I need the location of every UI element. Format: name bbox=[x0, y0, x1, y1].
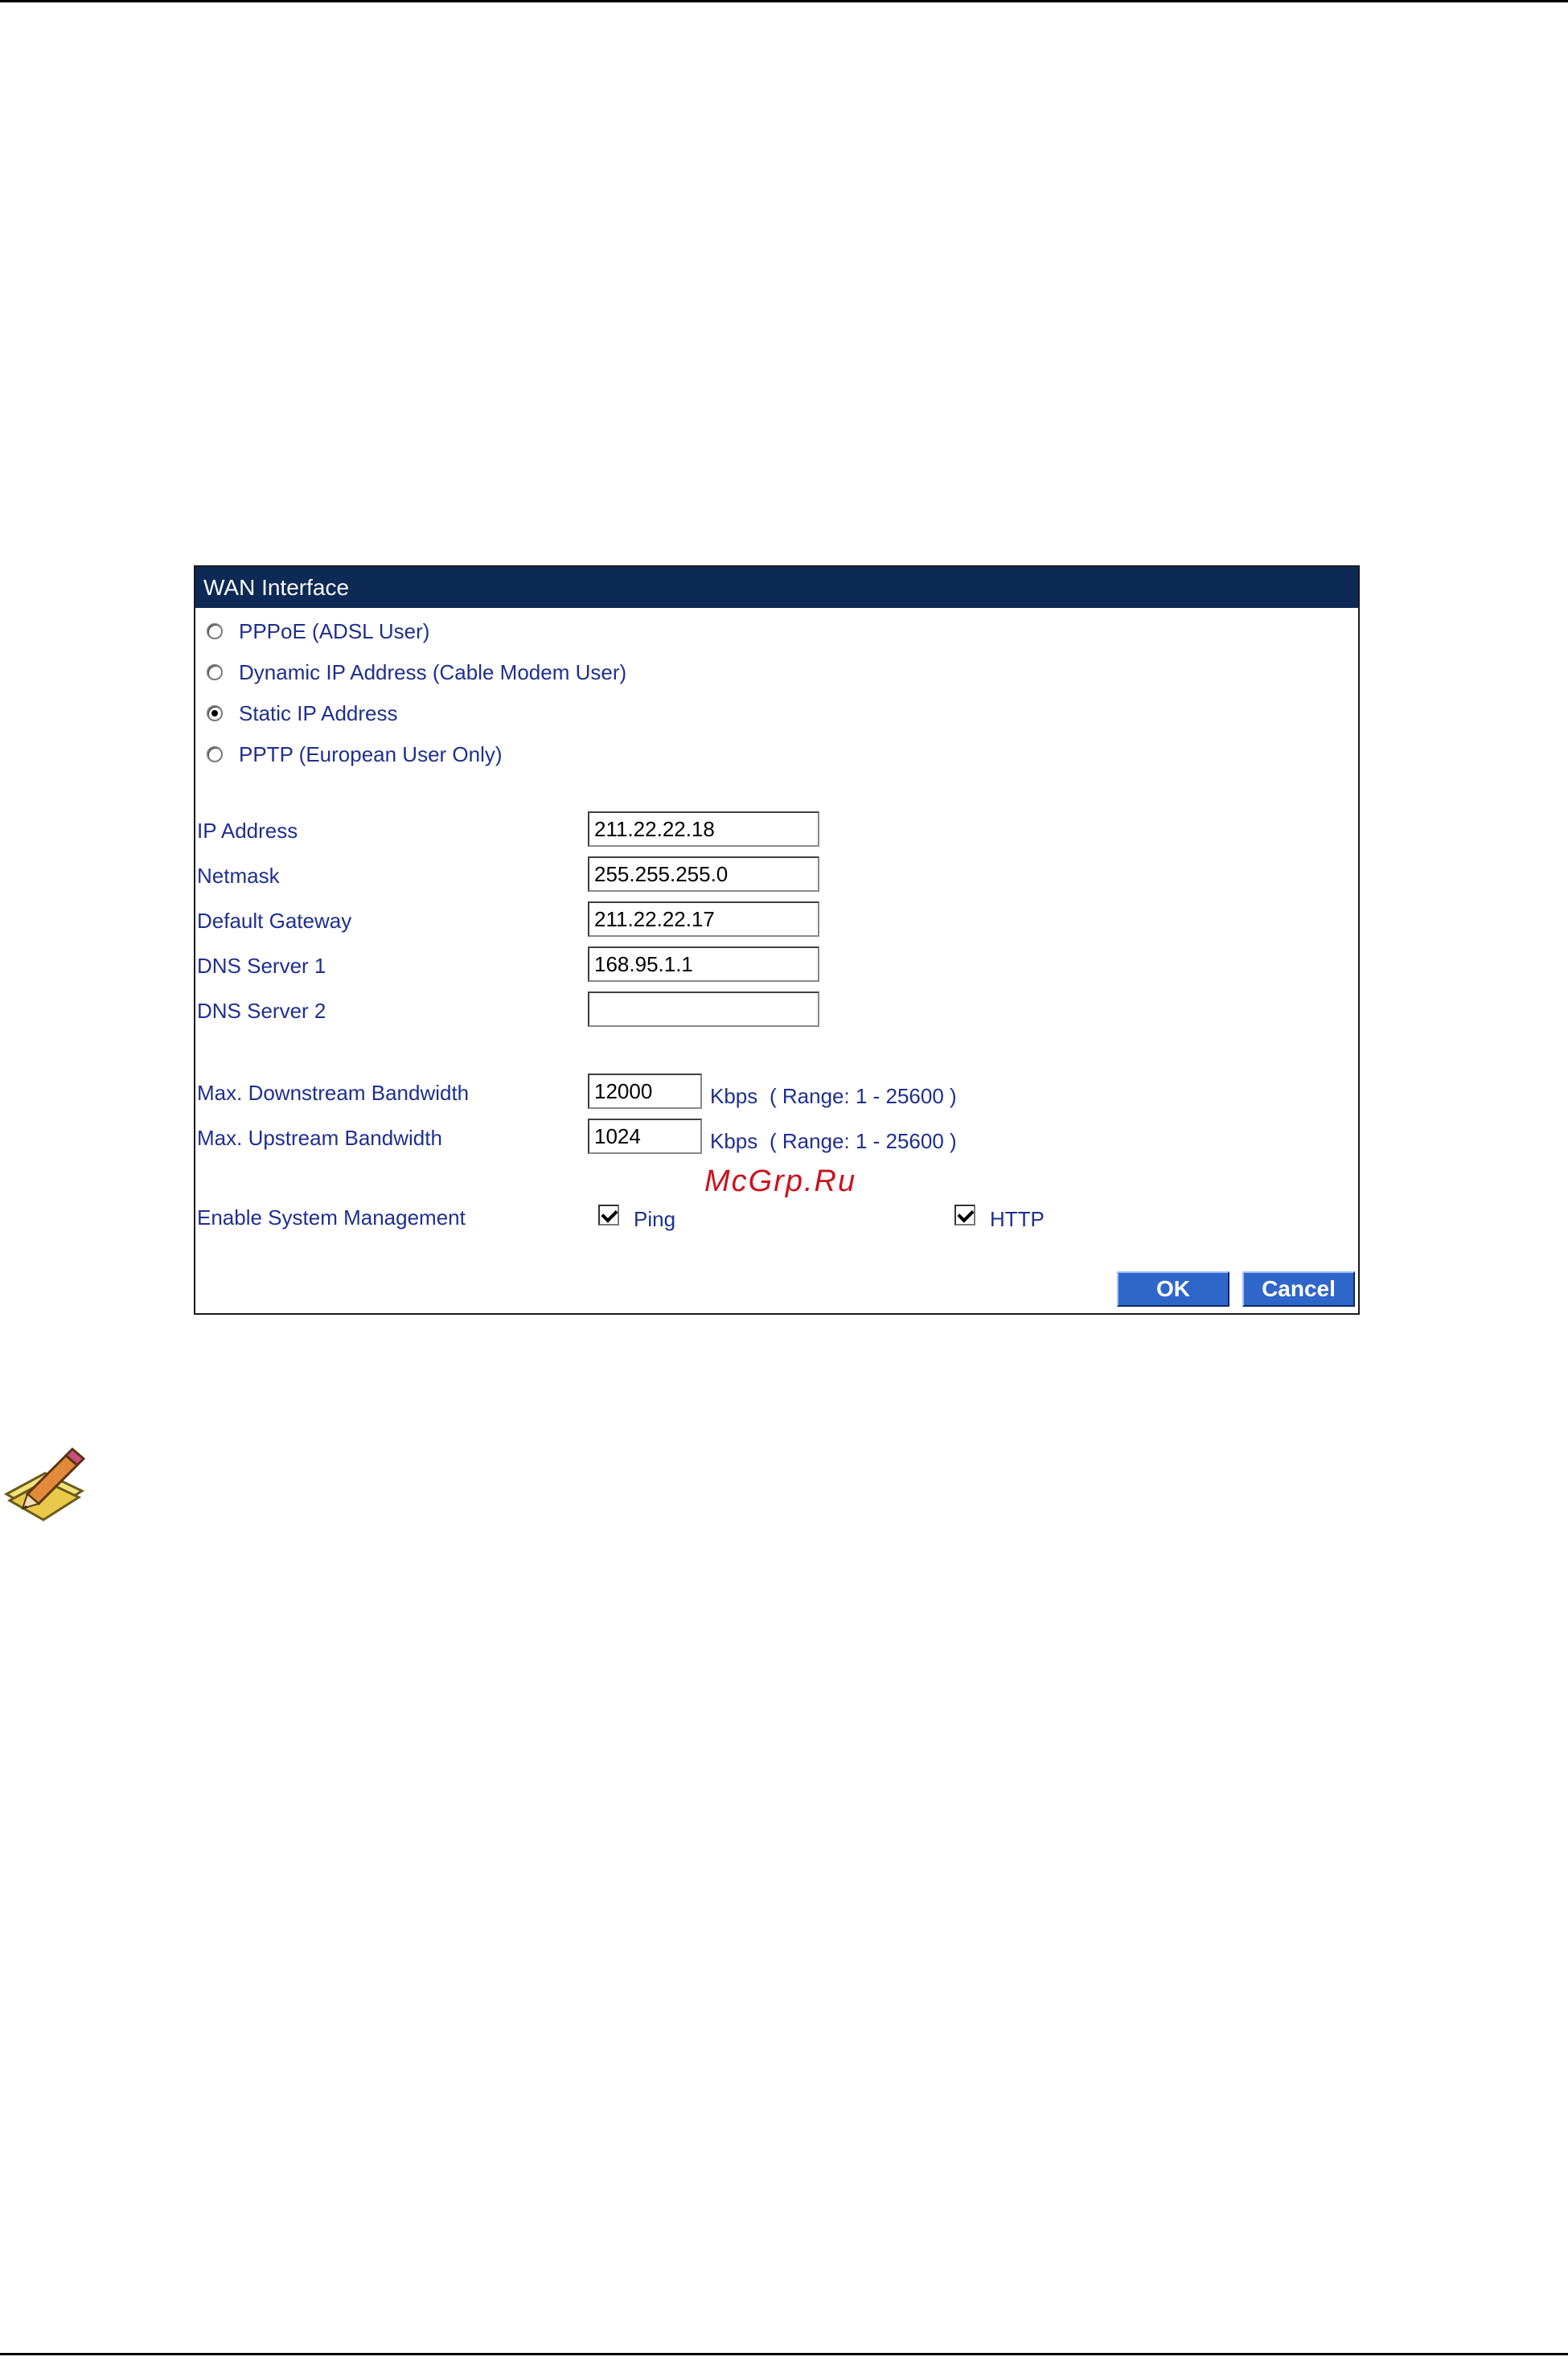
wan-interface-panel bbox=[194, 565, 1360, 1315]
radio-pptp[interactable] bbox=[207, 740, 503, 769]
netmask-input[interactable] bbox=[588, 856, 819, 892]
netmask-label: Netmask bbox=[197, 864, 280, 888]
downstream-unit: Kbps bbox=[710, 1084, 758, 1108]
dns-server-2-label: DNS Server 2 bbox=[197, 999, 326, 1023]
dns-server-1-label: DNS Server 1 bbox=[197, 954, 326, 978]
ip-address-label: IP Address bbox=[197, 819, 298, 843]
radio-static-ip[interactable] bbox=[207, 699, 398, 728]
upstream-bandwidth-label: Max. Upstream Bandwidth bbox=[197, 1126, 442, 1150]
downstream-range: ( Range: 1 - 25600 ) bbox=[770, 1084, 957, 1108]
panel-title: WAN Interface bbox=[195, 567, 1358, 608]
note-pencil-icon bbox=[3, 1444, 93, 1525]
ok-button[interactable]: OK bbox=[1117, 1271, 1229, 1307]
radio-dynamic-ip-label: Dynamic IP Address (Cable Modem User) bbox=[239, 659, 627, 684]
radio-pppoe[interactable] bbox=[207, 617, 429, 646]
ping-option[interactable] bbox=[598, 1201, 675, 1230]
system-management-label: Enable System Management bbox=[197, 1205, 466, 1230]
radio-pptp-label: PPTP (European User Only) bbox=[239, 741, 503, 766]
default-gateway-input[interactable] bbox=[588, 901, 819, 937]
cancel-button[interactable]: Cancel bbox=[1242, 1271, 1355, 1307]
ping-label: Ping bbox=[634, 1206, 676, 1231]
radio-dynamic-ip-control[interactable] bbox=[207, 664, 223, 680]
upstream-bandwidth-input[interactable] bbox=[588, 1119, 702, 1154]
radio-static-ip-control[interactable] bbox=[207, 705, 223, 721]
http-option[interactable] bbox=[954, 1201, 1045, 1230]
http-label: HTTP bbox=[990, 1206, 1045, 1231]
radio-pppoe-label: PPPoE (ADSL User) bbox=[239, 618, 430, 643]
http-checkbox[interactable] bbox=[954, 1205, 975, 1226]
bottom-rule bbox=[0, 2353, 1568, 2355]
radio-pptp-control[interactable] bbox=[207, 746, 223, 762]
dns-server-2-input[interactable] bbox=[588, 992, 819, 1027]
watermark-text: McGrp.Ru bbox=[704, 1164, 857, 1198]
downstream-bandwidth-label: Max. Downstream Bandwidth bbox=[197, 1081, 470, 1105]
ping-checkbox[interactable] bbox=[598, 1205, 619, 1226]
default-gateway-label: Default Gateway bbox=[197, 909, 352, 933]
ip-address-input[interactable] bbox=[588, 811, 819, 847]
radio-dynamic-ip[interactable] bbox=[207, 658, 626, 687]
downstream-bandwidth-input[interactable] bbox=[588, 1074, 702, 1109]
radio-pppoe-control[interactable] bbox=[207, 623, 223, 639]
dns-server-1-input[interactable] bbox=[588, 946, 819, 982]
top-rule bbox=[0, 0, 1568, 2]
upstream-unit: Kbps bbox=[710, 1129, 758, 1153]
upstream-range: ( Range: 1 - 25600 ) bbox=[770, 1129, 957, 1153]
radio-static-ip-label: Static IP Address bbox=[239, 700, 398, 725]
